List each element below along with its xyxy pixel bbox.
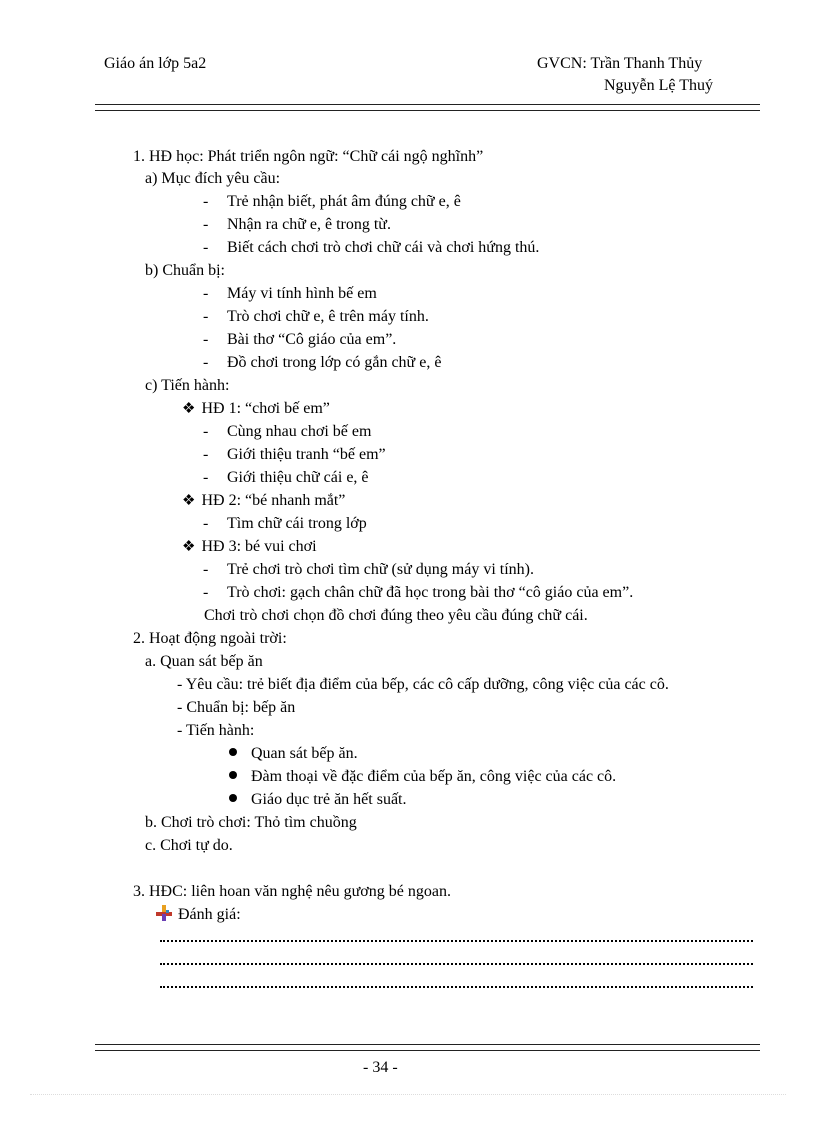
hd2-heading: ❖ HĐ 2: “bé nhanh mắt” — [182, 492, 346, 509]
list-item: Quan sát bếp ăn. — [229, 744, 358, 764]
pointing-hand-icon — [156, 905, 174, 921]
section1-b-title: b) Chuẩn bị: — [145, 262, 225, 279]
answer-line — [160, 984, 753, 988]
hd3-note: Chơi trò chơi chọn đồ chơi đúng theo yêu cầu đúng chữ cái. — [204, 607, 588, 624]
list-item: Giáo dục trẻ ăn hết suất. — [229, 790, 407, 810]
list-item: - Giới thiệu chữ cái e, ê — [203, 469, 369, 486]
hd1-heading: ❖ HĐ 1: “chơi bế em” — [182, 400, 330, 417]
list-item: - Tiến hành: — [177, 722, 255, 739]
list-item: - Trò chơi: gạch chân chữ đã học trong bài thơ “cô giáo của em”. — [203, 584, 634, 601]
section2-b-title: b. Chơi trò chơi: Thỏ tìm chuồng — [145, 814, 357, 831]
section3-title: 3. HĐC: liên hoan văn nghệ nêu gương bé ngoan. — [133, 883, 451, 900]
evaluation-heading: Đánh giá: — [156, 905, 241, 925]
list-item: - Cùng nhau chơi bế em — [203, 423, 372, 440]
header-teacher-line2: Nguyễn Lệ Thuý — [604, 77, 714, 94]
section2-title: 2. Hoạt động ngoài trời: — [133, 630, 287, 647]
header-teacher-line1: GVCN: Trần Thanh Thủy — [537, 55, 703, 72]
list-item: Đàm thoại về đặc điểm của bếp ăn, công việc của các cô. — [229, 767, 616, 787]
header-left-title: Giáo án lớp 5a2 — [104, 55, 207, 72]
hd3-heading: ❖ HĐ 3: bé vui chơi — [182, 538, 317, 555]
bullet-dot-icon — [229, 794, 237, 802]
answer-line — [160, 961, 753, 965]
header-divider — [95, 104, 760, 111]
page-bottom-edge — [30, 1094, 786, 1095]
section1-title: 1. HĐ học: Phát triển ngôn ngữ: “Chữ cái ngộ nghĩnh” — [133, 148, 484, 165]
diamond-bullet-icon: ❖ — [182, 493, 196, 509]
list-item: - Bài thơ “Cô giáo của em”. — [203, 331, 397, 348]
section1-a-title: a) Mục đích yêu cầu: — [145, 170, 281, 187]
list-item: - Trẻ nhận biết, phát âm đúng chữ e, ê — [203, 193, 461, 210]
list-item: - Tìm chữ cái trong lớp — [203, 515, 367, 532]
list-item: - Giới thiệu tranh “bế em” — [203, 446, 386, 463]
section2-c-title: c. Chơi tự do. — [145, 837, 233, 854]
list-item: - Đồ chơi trong lớp có gắn chữ e, ê — [203, 354, 442, 371]
bullet-dot-icon — [229, 771, 237, 779]
section2-a-title: a. Quan sát bếp ăn — [145, 653, 263, 670]
bullet-dot-icon — [229, 748, 237, 756]
list-item: - Biết cách chơi trò chơi chữ cái và chơi hứng thú. — [203, 239, 540, 256]
list-item: - Chuẩn bị: bếp ăn — [177, 699, 296, 716]
list-item: - Trò chơi chữ e, ê trên máy tính. — [203, 308, 429, 325]
list-item: - Yêu cầu: trẻ biết địa điểm của bếp, các cô cấp dưỡng, công việc của các cô. — [177, 676, 669, 693]
page-number: - 34 - — [363, 1059, 398, 1076]
list-item: - Máy vi tính hình bế em — [203, 285, 377, 302]
answer-line — [160, 938, 753, 942]
diamond-bullet-icon: ❖ — [182, 401, 196, 417]
diamond-bullet-icon: ❖ — [182, 539, 196, 555]
footer-divider — [95, 1044, 760, 1051]
section1-c-title: c) Tiến hành: — [145, 377, 230, 394]
list-item: - Trẻ chơi trò chơi tìm chữ (sử dụng máy vi tính). — [203, 561, 534, 578]
list-item: - Nhận ra chữ e, ê trong từ. — [203, 216, 391, 233]
